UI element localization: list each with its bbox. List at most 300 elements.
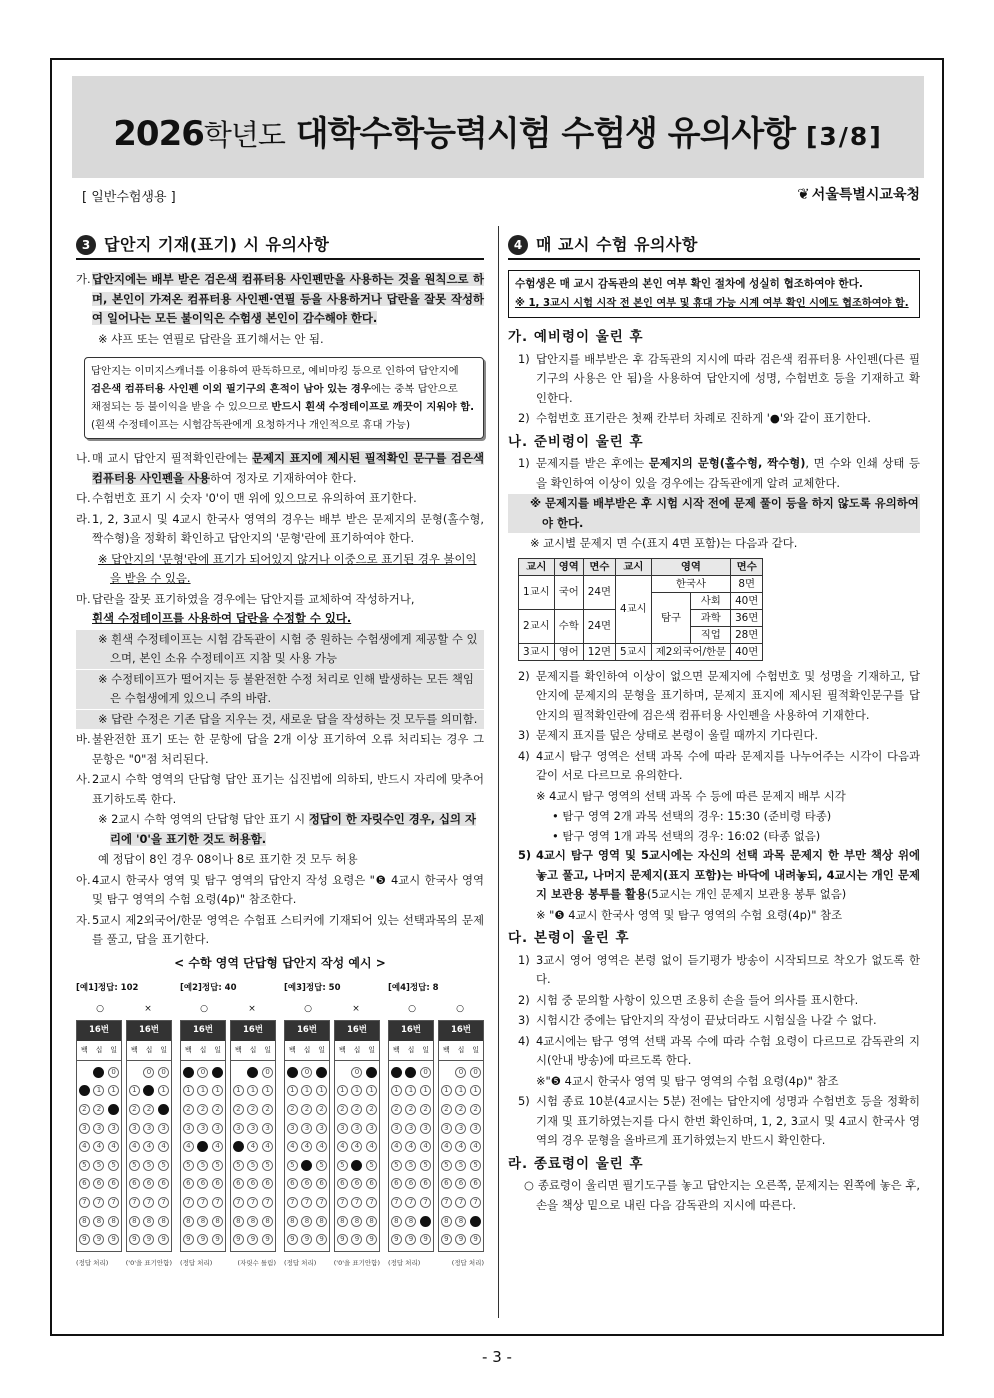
subsection-ga: 가. 예비령이 울린 후 <box>508 329 644 345</box>
omr-example-header: [예1]정답: 102 <box>76 983 139 993</box>
answer-bubble: 7 <box>212 1197 223 1208</box>
note: ※ 2교시 수학 영역의 단답형 답안 표기 시 정답이 한 자릿수인 경우, 십의 자리에 '0'을 표기한 것도 허용함. <box>98 812 477 846</box>
answer-bubble: 4 <box>420 1141 431 1152</box>
organization: ❦ 서울특별시교육청 <box>797 185 920 203</box>
digit-column-label: 백 <box>338 1045 346 1054</box>
answer-bubble: 8 <box>212 1216 223 1227</box>
answer-bubble: 1 <box>337 1085 348 1096</box>
answer-bubble: 6 <box>366 1178 377 1189</box>
subsection-ra: 라. 종료령이 울린 후 <box>508 1155 644 1172</box>
section-number-badge: 4 <box>508 235 528 255</box>
answer-bubble: 8 <box>337 1216 348 1227</box>
answer-bubble: 6 <box>420 1178 431 1189</box>
answer-bubble: 9 <box>287 1234 298 1245</box>
omr-sheet <box>180 1020 226 1252</box>
answer-bubble: 4 <box>129 1141 140 1152</box>
answer-bubble: 1 <box>470 1085 481 1096</box>
answer-bubble: 4 <box>287 1141 298 1152</box>
answer-bubble: 4 <box>405 1141 416 1152</box>
note: ※ "❺ 4교시 한국사 영역 및 탐구 영역의 수험 요령(4p)" 참조 <box>536 907 843 922</box>
answer-bubble: 0 <box>158 1067 169 1078</box>
answer-bubble: 5 <box>316 1160 327 1171</box>
list-item: ○ 종료령이 울리면 필기도구를 놓고 답안지는 오른쪽, 문제지는 왼쪽에 놓은 후, 손을 책상 밑으로 내린 다음 감독관의 지시에 따른다. <box>524 1178 920 1212</box>
answer-bubble: 4 <box>301 1141 312 1152</box>
answer-bubble: 4 <box>212 1141 223 1152</box>
digit-column-label: 일 <box>214 1045 222 1054</box>
answer-bubble: 7 <box>470 1197 481 1208</box>
answer-bubble: 5 <box>470 1160 481 1171</box>
answer-bubble: 3 <box>366 1123 377 1134</box>
answer-bubble: 5 <box>262 1160 273 1171</box>
digit-column-label: 백 <box>288 1045 296 1054</box>
answer-bubble: 9 <box>247 1234 258 1245</box>
answer-bubble: 9 <box>337 1234 348 1245</box>
answer-bubble: 5 <box>108 1160 119 1171</box>
answer-bubble <box>441 1067 452 1078</box>
page-count-table: 교시 영역 면수 교시 영역 면수 1교시 국어 24면 4교시 한국사 8면 탐구 사회 40면 2교시 수학 24면 과학 36면 직업 28면 3교시 영어 12면 5교시 제2외국어/한문 40면 <box>518 558 763 661</box>
answer-bubble: 8 <box>143 1216 154 1227</box>
answer-bubble: 4 <box>233 1141 244 1152</box>
item-ba: 바. 불완전한 표기 또는 한 문항에 답을 2개 이상 표기하여 오류 처리되는 경우 그 문항은 "0"점 처리된다. <box>76 732 484 766</box>
answer-bubble: 7 <box>441 1197 452 1208</box>
answer-bubble: 5 <box>337 1160 348 1171</box>
item-sa: 사. 2교시 수학 영역의 단답형 답안 표기는 십진법에 의하되, 반드시 자리에 맞추어 표기하도록 한다. <box>76 772 484 806</box>
answer-bubble: 8 <box>391 1216 402 1227</box>
answer-bubble: 3 <box>93 1123 104 1134</box>
verdict-mark: × <box>352 1003 360 1014</box>
note: ※ 수정테이프가 떨어지는 등 불완전한 수정 처리로 인해 발생하는 모든 책임은 수험생에게 있으니 주의 바람. <box>76 670 484 709</box>
emblem-icon: ❦ <box>797 185 810 203</box>
digit-column-label: 백 <box>442 1045 450 1054</box>
answer-bubble: 7 <box>158 1197 169 1208</box>
answer-bubble: 9 <box>455 1234 466 1245</box>
answer-bubble: 9 <box>158 1234 169 1245</box>
answer-bubble: 3 <box>247 1123 258 1134</box>
answer-bubble: 4 <box>197 1141 208 1152</box>
answer-bubble: 0 <box>366 1067 377 1078</box>
note: ※ 4교시 탐구 영역의 선택 과목 수 등에 따른 문제지 배부 시각 <box>536 788 846 803</box>
answer-bubble: 6 <box>93 1178 104 1189</box>
answer-bubble: 2 <box>391 1104 402 1115</box>
note: ※ 문제지를 배부받은 후 시험 시작 전에 문제 풀이 등을 하지 않도록 유의하여야 한다. <box>508 494 920 533</box>
answer-bubble: 0 <box>470 1067 481 1078</box>
omr-example <box>180 979 276 1273</box>
answer-bubble: 0 <box>351 1067 362 1078</box>
answer-bubble: 8 <box>158 1216 169 1227</box>
answer-bubble: 4 <box>108 1141 119 1152</box>
answer-bubble: 0 <box>301 1067 312 1078</box>
answer-bubble: 1 <box>93 1085 104 1096</box>
answer-bubble: 5 <box>93 1160 104 1171</box>
answer-bubble: 5 <box>183 1160 194 1171</box>
omr-caption: (자릿수 틀림) <box>237 1258 276 1267</box>
answer-bubble: 2 <box>301 1104 312 1115</box>
answer-bubble: 7 <box>233 1197 244 1208</box>
digit-column-label: 십 <box>303 1045 311 1054</box>
answer-bubble: 2 <box>316 1104 327 1115</box>
answer-bubble: 1 <box>183 1085 194 1096</box>
list-item: 4) 4교시 탐구 영역은 선택 과목 수에 따라 문제지를 나누어주는 시각이 다음과 같이 서로 다르므로 유의한다. <box>518 748 920 782</box>
verdict-mark: ○ <box>96 1003 104 1014</box>
answer-bubble: 1 <box>197 1085 208 1096</box>
item-ga: 가. 답안지에는 배부 받은 검은색 컴퓨터용 사인펜만을 사용하는 것을 원칙으로 하며, 본인이 가져온 컴퓨터용 사인펜·연필 등을 사용하거나 답란을 잘못 작성하여 일어나는 모든 불이익은 수험생 본인이 감수해야 한다. <box>76 272 484 325</box>
answer-bubble: 1 <box>420 1085 431 1096</box>
item-na: 나. 매 교시 답안지 필적확인란에는 문제지 표지에 제시된 필적확인 문구를 검은색 컴퓨터용 사인펜을 사용하여 정자로 기재하여야 한다. <box>76 451 484 485</box>
answer-bubble: 4 <box>455 1141 466 1152</box>
omr-sheet <box>76 1020 122 1252</box>
answer-bubble: 5 <box>351 1160 362 1171</box>
answer-bubble: 7 <box>262 1197 273 1208</box>
page-indicator: [3/8] <box>805 122 883 151</box>
verdict-mark: × <box>144 1003 152 1014</box>
answer-bubble: 5 <box>420 1160 431 1171</box>
digit-column-label: 백 <box>80 1045 88 1054</box>
answer-bubble <box>233 1067 244 1078</box>
note: ※ 답안지의 '문형'란에 표기가 되어있지 않거나 이중으로 표기된 경우 불이익을 받을 수 있음. <box>98 551 477 585</box>
page-title: 2026학년도 대학수학능력시험 수험생 유의사항 [3/8] <box>113 114 883 154</box>
digit-column-label: 일 <box>264 1045 272 1054</box>
answer-bubble: 3 <box>351 1123 362 1134</box>
answer-bubble: 6 <box>247 1178 258 1189</box>
answer-bubble: 6 <box>129 1178 140 1189</box>
list-item: 3) 시험시간 중에는 답안지의 작성이 끝났더라도 시험실을 나갈 수 없다. <box>518 1013 877 1027</box>
list-item: 4) 4교시에는 탐구 영역 선택 과목 수에 따라 수험 요령이 다르므로 감독관의 지시(안내 방송)에 따르도록 한다. <box>518 1033 920 1067</box>
answer-bubble: 5 <box>197 1160 208 1171</box>
omr-examples <box>76 979 484 1273</box>
answer-bubble: 4 <box>441 1141 452 1152</box>
answer-bubble: 2 <box>158 1104 169 1115</box>
answer-bubble: 5 <box>158 1160 169 1171</box>
omr-sheet <box>230 1020 276 1252</box>
answer-bubble: 4 <box>183 1141 194 1152</box>
answer-bubble: 8 <box>197 1216 208 1227</box>
question-number: 16번 <box>335 1021 379 1041</box>
digit-column-label: 십 <box>353 1045 361 1054</box>
answer-bubble: 4 <box>158 1141 169 1152</box>
answer-bubble: 3 <box>470 1123 481 1134</box>
answer-bubble: 3 <box>287 1123 298 1134</box>
digit-column-label: 십 <box>145 1045 153 1054</box>
section-3-heading: 3 답안지 기재(표기) 시 유의사항 <box>76 232 484 260</box>
omr-caption: (정답 처리) <box>76 1258 109 1267</box>
list-item: 5) 시험 종료 10분(4교시는 5분) 전에는 답안지에 성명과 수험번호 등을 정확히 기재 및 표기하였는지를 다시 한번 확인하며, 1, 2, 3교시 및 4교시 한국사 영역의 경우 문형을 올바르게 표기하였는지 반드시 확인한다. <box>518 1094 920 1147</box>
answer-bubble: 6 <box>470 1178 481 1189</box>
answer-bubble: 5 <box>247 1160 258 1171</box>
omr-example-header: [예3]정답: 50 <box>284 983 341 993</box>
answer-bubble: 1 <box>366 1085 377 1096</box>
digit-column-label: 십 <box>457 1045 465 1054</box>
omr-example-header: [예4]정답: 8 <box>388 983 439 993</box>
answer-bubble <box>183 1067 194 1078</box>
scanner-notice-box: 답안지는 이미지스캐너를 이용하여 판독하므로, 예비마킹 등으로 인하여 답안지에 검은색 컴퓨터용 사인펜 이외 필기구의 흔적이 남아 있는 경우에는 중복 답안으로 채점되는 등 불이익을 받을 수 있으므로 반드시 흰색 수정테이프로 깨끗이 지워야 함. (흰색 수정테이프는 시험감독관에게 요청하거나 개인적으로 휴대 가능) <box>84 357 484 439</box>
answer-bubble: 4 <box>366 1141 377 1152</box>
list-item: 3) 문제지 표지를 덮은 상태로 본령이 울릴 때까지 기다린다. <box>518 728 819 742</box>
question-number: 16번 <box>389 1021 433 1041</box>
answer-bubble: 4 <box>316 1141 327 1152</box>
answer-bubble: 2 <box>470 1104 481 1115</box>
answer-bubble: 3 <box>391 1123 402 1134</box>
answer-bubble: 9 <box>212 1234 223 1245</box>
answer-bubble: 1 <box>441 1085 452 1096</box>
omr-sheet <box>126 1020 172 1252</box>
answer-bubble: 7 <box>183 1197 194 1208</box>
answer-bubble: 0 <box>212 1067 223 1078</box>
answer-bubble: 9 <box>183 1234 194 1245</box>
answer-bubble: 3 <box>158 1123 169 1134</box>
verdict-mark: ○ <box>200 1003 208 1014</box>
answer-bubble: 8 <box>301 1216 312 1227</box>
answer-bubble: 5 <box>391 1160 402 1171</box>
answer-bubble: 6 <box>316 1178 327 1189</box>
digit-column-label: 십 <box>199 1045 207 1054</box>
answer-bubble: 7 <box>391 1197 402 1208</box>
answer-bubble: 7 <box>129 1197 140 1208</box>
answer-bubble: 8 <box>441 1216 452 1227</box>
answer-bubble: 6 <box>197 1178 208 1189</box>
digit-column-label: 십 <box>249 1045 257 1054</box>
identity-check-box: 수험생은 매 교시 감독관의 본인 여부 확인 절차에 성실히 협조하여야 한다. ※ 1, 3교시 시험 시작 전 본인 여부 및 휴대 가능 시계 여부 확인 시에도 협조하여야 함. <box>508 270 920 318</box>
answer-bubble: 5 <box>233 1160 244 1171</box>
omr-sheet <box>334 1020 380 1252</box>
answer-bubble: 8 <box>420 1216 431 1227</box>
answer-bubble: 7 <box>247 1197 258 1208</box>
answer-bubble: 0 <box>316 1067 327 1078</box>
answer-bubble: 9 <box>301 1234 312 1245</box>
omr-sheet <box>438 1020 484 1252</box>
answer-bubble: 7 <box>405 1197 416 1208</box>
verdict-mark: ○ <box>304 1003 312 1014</box>
answer-bubble: 7 <box>337 1197 348 1208</box>
answer-bubble: 5 <box>405 1160 416 1171</box>
answer-bubble <box>79 1067 90 1078</box>
question-number: 16번 <box>439 1021 483 1041</box>
answer-bubble <box>129 1067 140 1078</box>
answer-bubble: 6 <box>79 1178 90 1189</box>
digit-column-label: 백 <box>130 1045 138 1054</box>
answer-bubble: 9 <box>420 1234 431 1245</box>
answer-bubble: 0 <box>197 1067 208 1078</box>
answer-bubble: 0 <box>455 1067 466 1078</box>
answer-bubble: 8 <box>316 1216 327 1227</box>
answer-bubble: 3 <box>108 1123 119 1134</box>
answer-bubble: 4 <box>79 1141 90 1152</box>
answer-bubble: 5 <box>212 1160 223 1171</box>
omr-example-header: [예2]정답: 40 <box>180 983 237 993</box>
answer-bubble: 2 <box>197 1104 208 1115</box>
omr-verdict-marks <box>284 1000 380 1020</box>
answer-bubble: 9 <box>316 1234 327 1245</box>
title-banner <box>72 76 924 178</box>
omr-example <box>388 979 484 1273</box>
answer-bubble: 4 <box>337 1141 348 1152</box>
answer-bubble: 8 <box>79 1216 90 1227</box>
subsection-na: 나. 준비령이 울린 후 <box>508 433 644 450</box>
answer-bubble: 8 <box>129 1216 140 1227</box>
answer-bubble: 4 <box>93 1141 104 1152</box>
answer-bubble: 9 <box>262 1234 273 1245</box>
answer-bubble: 9 <box>405 1234 416 1245</box>
answer-bubble: 0 <box>108 1067 119 1078</box>
bullet: • 탐구 영역 1개 과목 선택의 경우: 16:02 (타종 없음) <box>552 828 821 843</box>
answer-bubble: 6 <box>108 1178 119 1189</box>
answer-bubble: 7 <box>301 1197 312 1208</box>
answer-bubble: 3 <box>212 1123 223 1134</box>
omr-verdict-marks <box>388 1000 484 1020</box>
answer-bubble: 1 <box>351 1085 362 1096</box>
answer-bubble: 3 <box>316 1123 327 1134</box>
answer-bubble: 6 <box>351 1178 362 1189</box>
digit-column-label: 백 <box>234 1045 242 1054</box>
answer-bubble: 2 <box>93 1104 104 1115</box>
omr-sheet <box>388 1020 434 1252</box>
answer-bubble: 6 <box>301 1178 312 1189</box>
answer-bubble: 9 <box>391 1234 402 1245</box>
answer-bubble: 6 <box>262 1178 273 1189</box>
section-number-badge: 3 <box>76 235 96 255</box>
answer-bubble: 3 <box>197 1123 208 1134</box>
answer-bubble: 1 <box>262 1085 273 1096</box>
digit-column-label: 십 <box>407 1045 415 1054</box>
answer-bubble: 2 <box>351 1104 362 1115</box>
answer-bubble: 5 <box>143 1160 154 1171</box>
answer-bubble: 3 <box>79 1123 90 1134</box>
answer-bubble: 5 <box>129 1160 140 1171</box>
answer-bubble: 2 <box>183 1104 194 1115</box>
note: ※"❺ 4교시 한국사 영역 및 탐구 영역의 수험 요령(4p)" 참조 <box>536 1073 839 1088</box>
answer-bubble: 1 <box>79 1085 90 1096</box>
answer-bubble: 4 <box>262 1141 273 1152</box>
omr-caption: (정답 처리) <box>180 1258 213 1267</box>
answer-bubble: 7 <box>93 1197 104 1208</box>
question-number: 16번 <box>127 1021 171 1041</box>
answer-bubble: 8 <box>233 1216 244 1227</box>
answer-bubble: 6 <box>405 1178 416 1189</box>
answer-bubble: 4 <box>143 1141 154 1152</box>
answer-bubble: 0 <box>143 1067 154 1078</box>
answer-bubble: 5 <box>301 1160 312 1171</box>
list-item: 5) 4교시 탐구 영역 및 5교시에는 자신의 선택 과목 문제지 한 부만 책상 위에 놓고 풀고, 나머지 문제지(표지 포함)는 바닥에 내려놓되, 4교시는 개인 문제지 보관용 봉투를 활용(5교시는 개인 문제지 보관용 봉투 없음) <box>518 848 920 901</box>
answer-bubble: 9 <box>143 1234 154 1245</box>
answer-bubble: 0 <box>420 1067 431 1078</box>
answer-bubble: 2 <box>455 1104 466 1115</box>
answer-bubble: 8 <box>262 1216 273 1227</box>
answer-bubble: 3 <box>129 1123 140 1134</box>
answer-bubble: 7 <box>351 1197 362 1208</box>
answer-bubble: 1 <box>129 1085 140 1096</box>
answer-bubble: 0 <box>93 1067 104 1078</box>
answer-bubble: 1 <box>405 1085 416 1096</box>
answer-bubble: 3 <box>420 1123 431 1134</box>
answer-bubble <box>337 1067 348 1078</box>
answer-bubble: 3 <box>405 1123 416 1134</box>
omr-caption: (정답 처리) <box>451 1258 484 1267</box>
digit-column-label: 십 <box>95 1045 103 1054</box>
omr-caption: (정답 처리) <box>284 1258 317 1267</box>
answer-bubble: 8 <box>183 1216 194 1227</box>
question-number: 16번 <box>77 1021 121 1041</box>
answer-bubble: 1 <box>233 1085 244 1096</box>
example-note: 예 정답이 8인 경우 08이나 8로 표기한 것 모두 허용 <box>98 852 358 866</box>
answer-bubble: 9 <box>470 1234 481 1245</box>
answer-bubble: 4 <box>391 1141 402 1152</box>
verdict-mark: ○ <box>456 1003 464 1014</box>
answer-bubble <box>391 1067 402 1078</box>
list-item: 2) 시험 중 문의할 사항이 있으면 조용히 손을 들어 의사를 표시한다. <box>518 992 859 1007</box>
answer-bubble: 1 <box>391 1085 402 1096</box>
answer-bubble: 8 <box>93 1216 104 1227</box>
answer-bubble: 1 <box>455 1085 466 1096</box>
answer-bubble: 1 <box>143 1085 154 1096</box>
digit-column-label: 일 <box>110 1045 118 1054</box>
answer-bubble: 7 <box>455 1197 466 1208</box>
answer-bubble: 6 <box>233 1178 244 1189</box>
audience-label: [ 일반수험생용 ] <box>82 190 176 205</box>
answer-bubble: 2 <box>287 1104 298 1115</box>
omr-verdict-marks <box>76 1000 172 1020</box>
answer-bubble: 7 <box>79 1197 90 1208</box>
digit-column-label: 일 <box>472 1045 480 1054</box>
answer-bubble: 2 <box>233 1104 244 1115</box>
omr-sheet <box>284 1020 330 1252</box>
answer-bubble: 7 <box>108 1197 119 1208</box>
answer-bubble: 3 <box>455 1123 466 1134</box>
answer-bubble: 2 <box>247 1104 258 1115</box>
answer-bubble: 9 <box>351 1234 362 1245</box>
answer-bubble: 7 <box>287 1197 298 1208</box>
answer-bubble: 1 <box>287 1085 298 1096</box>
item-da: 다. 수험번호 표기 시 숫자 '0'이 맨 위에 있으므로 유의하여 표기한다. <box>76 491 417 505</box>
list-item: 2) 문제지를 확인하여 이상이 없으면 문제지에 수험번호 및 성명을 기재하고, 답안지에 문제지의 문형을 표기하며, 문제지 표지에 제시된 필적확인문구를 답안지의 필적확인란에 검은색 컴퓨터용 사인펜을 사용하여 기재한다. <box>518 668 920 722</box>
page-number: - 3 - <box>482 1348 512 1366</box>
answer-bubble: 1 <box>212 1085 223 1096</box>
answer-bubble: 9 <box>108 1234 119 1245</box>
answer-bubble: 8 <box>108 1216 119 1227</box>
digit-column-label: 일 <box>422 1045 430 1054</box>
answer-bubble: 2 <box>108 1104 119 1115</box>
answer-bubble: 6 <box>455 1178 466 1189</box>
answer-bubble: 4 <box>470 1141 481 1152</box>
answer-bubble: 1 <box>158 1085 169 1096</box>
answer-bubble: 1 <box>247 1085 258 1096</box>
answer-bubble: 0 <box>262 1067 273 1078</box>
answer-bubble: 6 <box>212 1178 223 1189</box>
answer-bubble: 6 <box>287 1178 298 1189</box>
answer-bubble: 2 <box>129 1104 140 1115</box>
answer-bubble: 1 <box>108 1085 119 1096</box>
item-ja: 자. 5교시 제2외국어/한문 영역은 수험표 스티커에 기재되어 있는 선택과목의 문제를 풀고, 답을 표기한다. <box>76 912 484 946</box>
note: ※ 흰색 수정테이프는 시험 감독관이 시험 중 원하는 수험생에게 제공할 수 있으며, 본인 소유 수정테이프 지참 및 사용 가능 <box>76 630 484 669</box>
answer-bubble: 0 <box>405 1067 416 1078</box>
note: ※ 교시별 문제지 면 수(표지 4면 포함)는 다음과 같다. <box>530 536 798 550</box>
answer-bubble: 5 <box>441 1160 452 1171</box>
answer-bubble: 3 <box>441 1123 452 1134</box>
answer-bubble: 2 <box>212 1104 223 1115</box>
question-number: 16번 <box>181 1021 225 1041</box>
item-ra: 라. 1, 2, 3교시 및 4교시 한국사 영역의 경우는 배부 받은 문제지의 문형(홀수형, 짝수형)을 정확히 확인하고 답안지의 '문형'란에 표기하여야 한다. <box>76 511 484 545</box>
example-title: < 수학 영역 단답형 답안지 작성 예시 > <box>174 955 386 970</box>
answer-bubble: 6 <box>441 1178 452 1189</box>
answer-bubble: 6 <box>183 1178 194 1189</box>
omr-caption: ('0'을 표기안함) <box>333 1258 380 1267</box>
answer-bubble: 8 <box>287 1216 298 1227</box>
answer-bubble: 9 <box>197 1234 208 1245</box>
answer-bubble: 3 <box>262 1123 273 1134</box>
answer-bubble: 1 <box>316 1085 327 1096</box>
page-frame <box>50 58 944 1336</box>
answer-bubble: 9 <box>233 1234 244 1245</box>
answer-bubble: 2 <box>79 1104 90 1115</box>
answer-bubble: 6 <box>143 1178 154 1189</box>
